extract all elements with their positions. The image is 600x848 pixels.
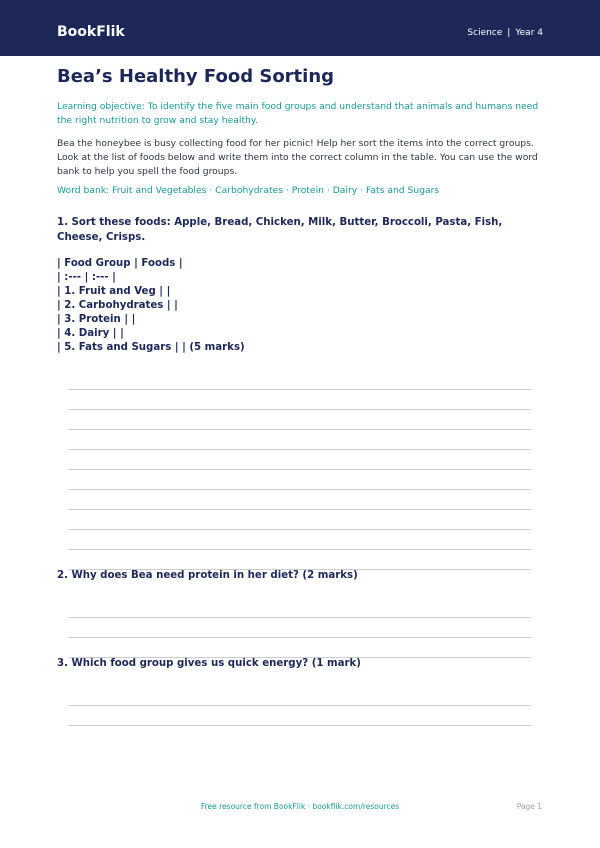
brand-logo-text: BookFlik xyxy=(57,24,125,40)
header-separator: | xyxy=(507,28,511,38)
question-3: 3. Which food group gives us quick energy? (1 mark) xyxy=(57,658,361,669)
table-line: | 4. Dairy | | xyxy=(57,328,124,339)
page-title: Bea’s Healthy Food Sorting xyxy=(57,66,335,87)
answer-line[interactable] xyxy=(68,409,531,410)
answer-line[interactable] xyxy=(68,637,531,638)
table-line: | :--- | :--- | xyxy=(57,272,116,283)
subject-label: Science xyxy=(467,28,503,38)
table-line: | 5. Fats and Sugars | | (5 marks) xyxy=(57,342,245,353)
question-2: 2. Why does Bea need protein in her diet? (2 marks) xyxy=(57,570,358,581)
table-line: | 2. Carbohydrates | | xyxy=(57,300,178,311)
answer-line[interactable] xyxy=(68,429,531,430)
footer-link[interactable]: Free resource from BookFlik · bookflik.com/resources xyxy=(200,802,400,811)
question-1: 1. Sort these foods: Apple, Bread, Chicken, Milk, Butter, Broccoli, Pasta, Fish, Cheese, Crisps. xyxy=(57,217,503,243)
sorting-table-text xyxy=(57,257,544,355)
word-bank: Word bank: Fruit and Vegetables · Carbohydrates · Protein · Dairy · Fats and Sugars xyxy=(57,185,440,196)
answer-line[interactable] xyxy=(68,725,531,726)
intro-paragraph: Bea the honeybee is busy collecting food for her picnic! Help her sort the items into the correct groups. Look at the list of foods below and write them into the correct column in the table. You can use the word bank to help you spell the food groups. xyxy=(57,138,538,177)
answer-line[interactable] xyxy=(68,449,531,450)
answer-line[interactable] xyxy=(68,549,531,550)
page-number: Page 1 xyxy=(516,802,542,811)
answer-line[interactable] xyxy=(68,617,531,618)
answer-line[interactable] xyxy=(68,389,531,390)
year-label: Year 4 xyxy=(515,28,543,38)
answer-line[interactable] xyxy=(68,489,531,490)
answer-line[interactable] xyxy=(68,509,531,510)
answer-line[interactable] xyxy=(68,705,531,706)
header-meta xyxy=(467,27,543,39)
answer-line[interactable] xyxy=(68,469,531,470)
table-line: | 1. Fruit and Veg | | xyxy=(57,286,171,297)
page-header xyxy=(0,0,600,56)
table-line: | Food Group | Foods | xyxy=(57,258,183,269)
table-line: | 3. Protein | | xyxy=(57,314,136,325)
answer-line[interactable] xyxy=(68,529,531,530)
learning-objective: Learning objective: To identify the five main food groups and understand that animals and humans need the right nutrition to grow and stay healthy. xyxy=(57,101,539,126)
